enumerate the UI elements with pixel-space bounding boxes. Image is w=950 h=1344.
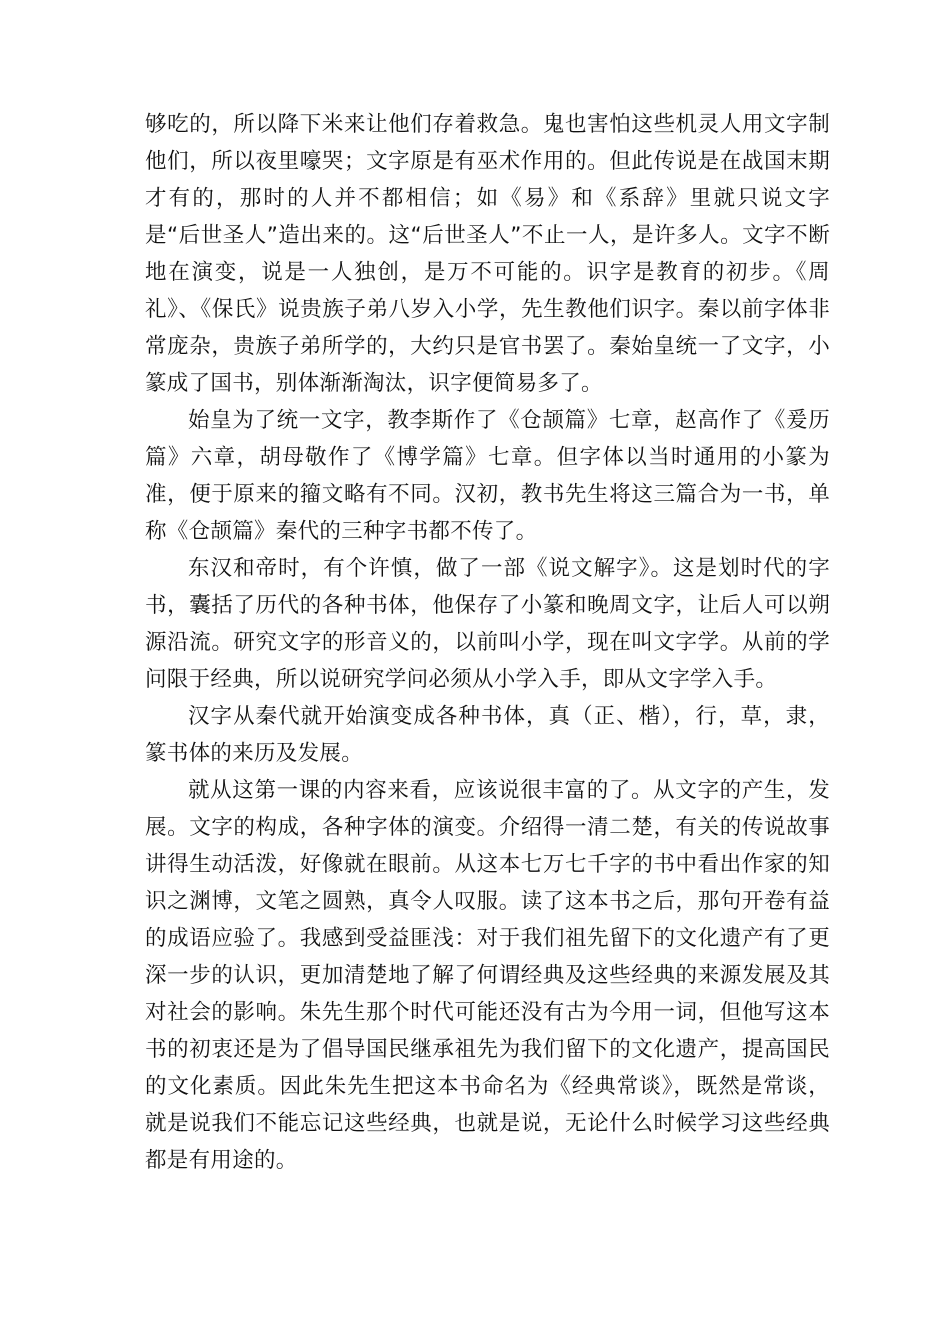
paragraph: 汉字从秦代就开始演变成各种书体，真（正、楷），行，草，隶，篆书体的来历及发展。	[145, 704, 830, 766]
paragraph: 就从这第一课的内容来看，应该说很丰富的了。从文字的产生，发展。文字的构成，各种字体的演变。介绍得一清二楚，有关的传说故事讲得生动活泼，好像就在眼前。从这本七万七千字的书中看出作家的知识之渊博，文笔之圆熟，真令人叹服。读了这本书之后，那句开卷有益的成语应验了。我感到受益匪浅：对于我们祖先留下的文化遗产有了更深一步的认识，更加清楚地了解了何谓经典及这些经典的来源发展及其对社会的影响。朱先生那个时代可能还没有古为今用一词，但他写这本书的初衷还是为了倡导国民继承祖先为我们留下的文化遗产，提高国民的文化素质。因此朱先生把这本书命名为《经典常谈》，既然是常谈，就是说我们不能忘记这些经典，也就是说，无论什么时候学习这些经典都是有用途的。	[145, 778, 830, 1173]
paragraph: 东汉和帝时，有个许慎，做了一部《说文解字》。这是划时代的字书，囊括了历代的各种书体，他保存了小篆和晚周文字，让后人可以朔源沿流。研究文字的形音义的，以前叫小学，现在叫文字学。从前的学问限于经典，所以说研究学问必须从小学入手，即从文字学入手。	[145, 556, 830, 692]
paragraph: 始皇为了统一文字，教李斯作了《仓颉篇》七章，赵高作了《爰历篇》六章，胡母敬作了《博学篇》七章。但字体以当时通用的小篆为准，便于原来的籀文略有不同。汉初，教书先生将这三篇合为一书，单称《仓颉篇》秦代的三种字书都不传了。	[145, 408, 830, 544]
document-body	[145, 106, 830, 1179]
paragraph-continued: 够吃的，所以降下米来让他们存着救急。鬼也害怕这些机灵人用文字制他们，所以夜里嚎哭；文字原是有巫术作用的。但此传说是在战国末期才有的，那时的人并不都相信；如《易》和《系辞》里就只说文字是“后世圣人”造出来的。这“后世圣人”不止一人，是许多人。文字不断地在演变，说是一人独创，是万不可能的。识字是教育的初步。《周礼》、《保氏》说贵族子弟八岁入小学，先生教他们识字。秦以前字体非常庞杂，贵族子弟所学的，大约只是官书罢了。秦始皇统一了文字，小篆成了国书，别体渐渐淘汰，识字便简易多了。	[145, 112, 830, 396]
